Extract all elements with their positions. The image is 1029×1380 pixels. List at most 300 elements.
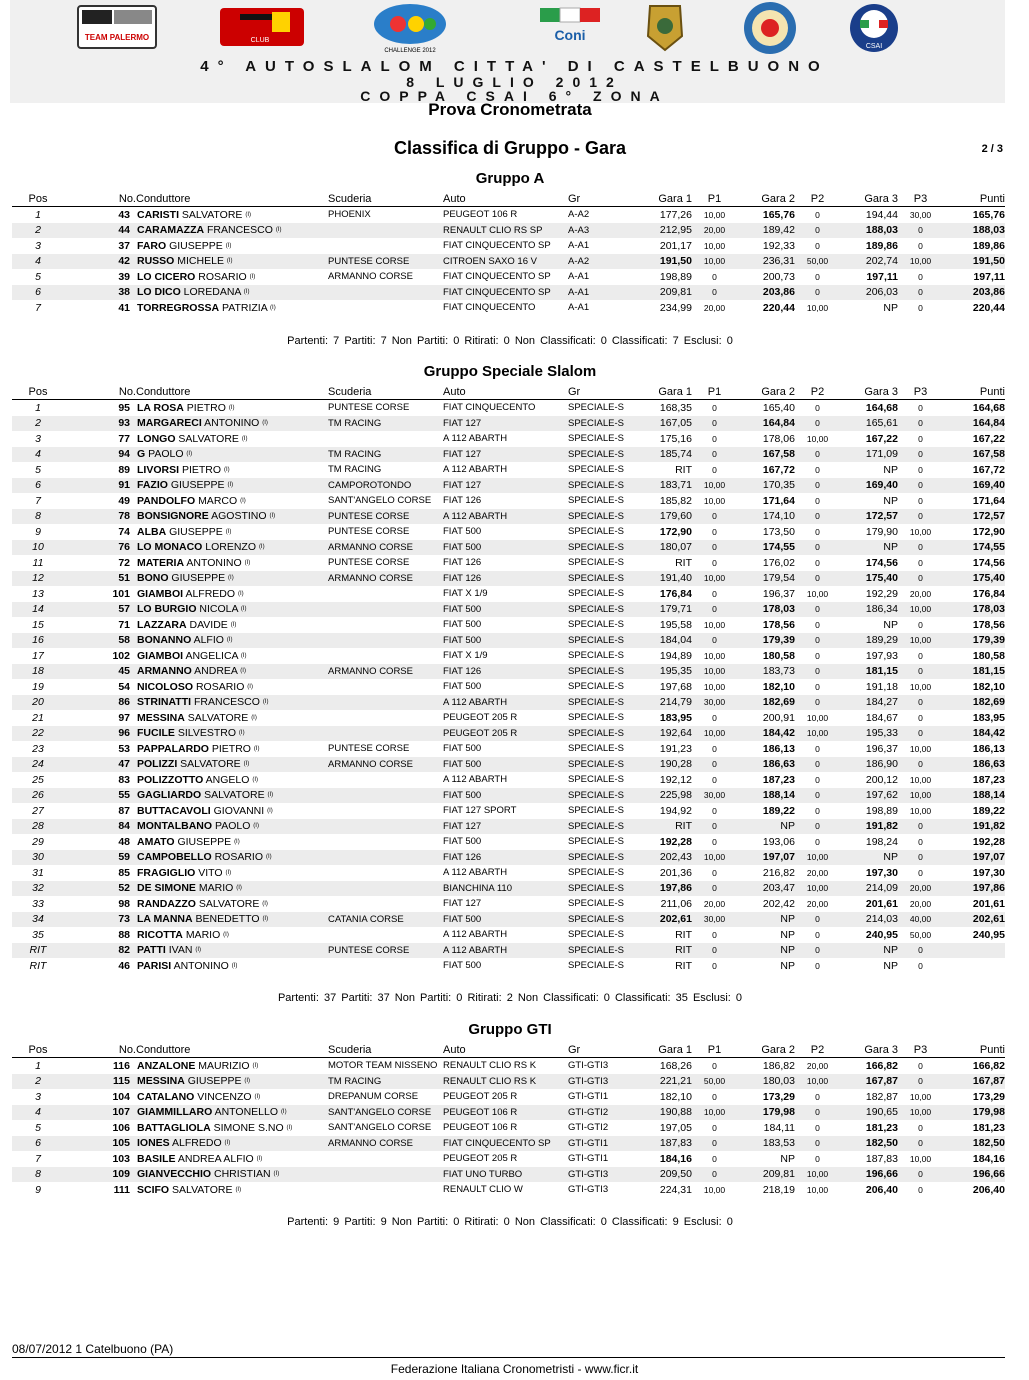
table-row <box>12 238 1005 254</box>
driver-surname: BONANNO <box>137 634 192 647</box>
run3-penalty-cell: 10,00 <box>898 1105 943 1121</box>
run1-time-cell: 195,35 <box>630 664 692 680</box>
driver-surname: CARISTI <box>137 208 179 221</box>
points-cell: 191,82 <box>943 819 1005 835</box>
run3-penalty-cell: 0 <box>918 619 923 630</box>
run2-time-cell: 174,10 <box>737 509 795 525</box>
run1-time-cell: 201,17 <box>659 239 692 252</box>
class-cell: SPECIALE-S <box>568 588 624 600</box>
car-cell: PEUGEOT 205 R <box>443 1153 518 1165</box>
team-cell <box>328 927 443 943</box>
driver-surname: LAZZARA <box>137 618 187 631</box>
table-row <box>12 757 1005 773</box>
race-number-cell: 77 <box>118 432 130 445</box>
nationality-tag: (I) <box>251 714 257 721</box>
run2-time-cell: 216,82 <box>762 866 795 879</box>
nationality-tag: (I) <box>254 1093 261 1100</box>
car-cell: A 112 ABARTH <box>443 695 568 711</box>
team-cell <box>328 896 443 912</box>
run2-time-cell: 167,72 <box>762 463 795 476</box>
run2-penalty-cell: 0 <box>795 757 840 773</box>
nationality-tag: (I) <box>270 304 276 311</box>
position-cell: 4 <box>12 1105 64 1121</box>
nationality-tag: (I) <box>286 1124 293 1131</box>
run1-time-cell: 177,26 <box>659 208 692 221</box>
class-cell: SPECIALE-S <box>568 416 630 432</box>
column-header-p3: P3 <box>898 385 943 400</box>
class-cell: GTI-GTI1 <box>568 1136 630 1152</box>
driver-name: SILVESTRO <box>177 727 236 740</box>
driver-cell <box>136 555 328 571</box>
driver-surname: CAMPOBELLO <box>137 851 212 864</box>
car-cell: FIAT 126 <box>443 495 482 507</box>
svg-text:CHALLENGE 2012: CHALLENGE 2012 <box>384 48 436 54</box>
car-cell: FIAT 127 <box>443 447 568 463</box>
run2-penalty-cell: 0 <box>795 1105 840 1121</box>
run2-penalty-cell: 0 <box>815 402 820 413</box>
class-cell: A-A1 <box>568 285 630 301</box>
run2-time-cell: 200,73 <box>762 270 795 283</box>
position-cell: 10 <box>12 540 64 556</box>
points-cell: 178,56 <box>972 618 1005 631</box>
driver-surname: DE SIMONE <box>137 882 196 895</box>
car-cell: A 112 ABARTH <box>443 774 508 786</box>
run2-time-cell: 183,73 <box>737 664 795 680</box>
race-number-cell: 101 <box>112 587 130 600</box>
run3-time-cell: 165,61 <box>840 416 898 432</box>
driver-name: GIUSEPPE <box>170 479 225 492</box>
points-cell: 173,29 <box>972 1090 1005 1103</box>
run2-penalty-cell: 0 <box>795 943 840 959</box>
nationality-tag: (I) <box>240 606 247 613</box>
run2-penalty-cell: 0 <box>815 681 820 692</box>
run2-time-cell: 182,10 <box>762 680 795 693</box>
class-cell: SPECIALE-S <box>568 819 630 835</box>
team-cell: MOTOR TEAM NISSENO <box>328 1060 438 1072</box>
driver-name: AGOSTINO <box>211 510 267 523</box>
table-row <box>12 1167 1005 1183</box>
nationality-tag: (I) <box>230 621 237 628</box>
team-cell: CATANIA CORSE <box>328 912 443 928</box>
race-number-cell: 73 <box>64 912 136 928</box>
column-header-driver: Conduttore <box>136 192 328 207</box>
car-cell: FIAT 500 <box>443 743 482 755</box>
points-cell: 166,82 <box>972 1059 1005 1072</box>
points-cell: 184,16 <box>972 1152 1005 1165</box>
run1-time-cell: 224,31 <box>659 1183 692 1196</box>
car-cell: FIAT 126 <box>443 850 568 866</box>
driver-name: SALVATORE <box>204 789 265 802</box>
team-cell: ARMANNO CORSE <box>328 757 443 773</box>
table-row <box>12 571 1005 587</box>
run1-time-cell: 209,50 <box>630 1167 692 1183</box>
nationality-tag: (I) <box>236 885 242 892</box>
run3-penalty-cell: 0 <box>898 509 943 525</box>
team-cell: PUNTESE CORSE <box>328 402 410 414</box>
driver-cell <box>136 223 328 239</box>
team-cell: PUNTESE CORSE <box>328 254 443 270</box>
run1-time-cell: RIT <box>675 959 692 972</box>
driver-surname: LIVORSI <box>137 463 180 476</box>
driver-cell <box>136 431 328 447</box>
team-cell: PHOENIX <box>328 209 371 221</box>
nationality-tag: (I) <box>256 1155 263 1162</box>
run1-time-cell: 185,82 <box>659 494 692 507</box>
run2-time-cell: 171,64 <box>762 494 795 507</box>
table-row <box>12 254 1005 270</box>
run2-time-cell: 178,03 <box>737 602 795 618</box>
driver-cell <box>136 958 328 974</box>
driver-cell <box>136 881 328 897</box>
car-cell: BIANCHINA 110 <box>443 881 568 897</box>
run2-penalty-cell: 0 <box>815 1122 820 1133</box>
class-cell: SPECIALE-S <box>568 743 624 755</box>
aci-csai-logo <box>850 4 898 52</box>
run1-penalty-cell: 0 <box>692 602 737 618</box>
run3-time-cell: NP <box>883 959 898 972</box>
team-cell: DREPANUM CORSE <box>328 1091 419 1103</box>
run3-time-cell: 174,56 <box>865 556 898 569</box>
points-cell: 165,76 <box>972 208 1005 221</box>
nationality-tag: (I) <box>252 776 259 783</box>
class-cell: SPECIALE-S <box>568 402 624 414</box>
column-header-team: Scuderia <box>328 1043 443 1058</box>
run2-penalty-cell: 10,00 <box>795 1167 840 1183</box>
run1-time-cell: 172,90 <box>659 525 692 538</box>
driver-cell <box>136 803 328 819</box>
run2-time-cell: 164,84 <box>737 416 795 432</box>
run3-penalty-cell: 10,00 <box>909 774 932 785</box>
class-cell: GTI-GTI3 <box>568 1074 630 1090</box>
run1-penalty-cell: 10,00 <box>703 1184 726 1195</box>
team-cell: TM RACING <box>328 1074 443 1090</box>
race-number-cell: 103 <box>112 1152 130 1165</box>
run1-penalty-cell: 10,00 <box>692 1105 737 1121</box>
driver-cell <box>136 710 328 726</box>
car-cell: A 112 ABARTH <box>443 867 508 879</box>
run2-time-cell: 186,63 <box>737 757 795 773</box>
run1-penalty-cell: 0 <box>692 540 737 556</box>
run2-time-cell: 236,31 <box>737 254 795 270</box>
car-cell: FIAT 127 <box>443 819 568 835</box>
run1-penalty-cell: 0 <box>712 271 717 282</box>
run1-time-cell: RIT <box>630 819 692 835</box>
table-row <box>12 1151 1005 1167</box>
driver-surname: MESSINA <box>137 1075 185 1088</box>
driver-surname: ALBA <box>137 525 167 538</box>
run1-penalty-cell: 10,00 <box>692 664 737 680</box>
table-row <box>12 726 1005 742</box>
run2-time-cell: NP <box>737 912 795 928</box>
driver-surname: AMATO <box>137 835 175 848</box>
driver-cell <box>136 238 328 254</box>
run2-time-cell: NP <box>737 819 795 835</box>
driver-cell <box>136 633 328 649</box>
run1-time-cell: 191,50 <box>630 254 692 270</box>
nationality-tag: (I) <box>227 482 234 489</box>
run2-penalty-cell: 0 <box>815 619 820 630</box>
nationality-tag: (I) <box>249 273 256 280</box>
column-header-pos: Pos <box>12 385 64 400</box>
car-cell: PEUGEOT 205 R <box>443 712 518 724</box>
driver-name: LORENZO <box>205 541 257 554</box>
run3-penalty-cell: 0 <box>918 433 923 444</box>
run2-time-cell: 187,23 <box>762 773 795 786</box>
points-cell: 197,11 <box>973 270 1005 283</box>
points-cell: 192,28 <box>972 835 1005 848</box>
column-header-gara3: Gara 3 <box>840 1043 898 1058</box>
driver-name: GIOVANNI <box>213 804 265 817</box>
run2-time-cell: 193,06 <box>762 835 795 848</box>
run3-penalty-cell: 10,00 <box>909 1153 932 1164</box>
driver-surname: BUTTACAVOLI <box>137 804 211 817</box>
run1-penalty-cell: 30,00 <box>692 788 737 804</box>
class-cell: A-A2 <box>568 254 630 270</box>
position-cell: 6 <box>12 478 64 494</box>
nationality-tag: (I) <box>228 575 234 582</box>
driver-name: IVAN <box>168 944 193 957</box>
column-header-p3: P3 <box>898 192 943 207</box>
run3-time-cell: 182,87 <box>865 1090 898 1103</box>
run1-time-cell: 184,04 <box>630 633 692 649</box>
car-cell: FIAT 500 <box>443 912 568 928</box>
run3-time-cell: 181,15 <box>840 664 898 680</box>
driver-cell <box>136 1089 328 1105</box>
run3-time-cell: 188,03 <box>840 223 898 239</box>
run3-time-cell: 181,23 <box>865 1121 898 1134</box>
driver-name: DAVIDE <box>189 618 228 631</box>
run1-time-cell: 211,06 <box>660 897 692 910</box>
run2-time-cell: 173,29 <box>762 1090 795 1103</box>
run3-penalty-cell: 20,00 <box>909 898 932 909</box>
car-cell: FIAT 500 <box>443 757 568 773</box>
position-cell: 31 <box>32 866 44 879</box>
driver-cell <box>136 462 328 478</box>
run1-time-cell: 202,61 <box>630 912 692 928</box>
run3-penalty-cell: 0 <box>918 402 923 413</box>
run2-penalty-cell: 0 <box>815 650 820 661</box>
run2-time-cell: 184,42 <box>737 726 795 742</box>
footer-date-location: 08/07/2012 1 Catelbuono (PA) <box>12 1342 174 1356</box>
points-cell: 171,64 <box>972 494 1005 507</box>
page-number: 2 / 3 <box>981 143 1003 155</box>
column-header-gara2: Gara 2 <box>737 192 795 207</box>
run3-time-cell: 206,03 <box>840 285 898 301</box>
run2-time-cell: 183,53 <box>737 1136 795 1152</box>
run3-penalty-cell: 0 <box>898 819 943 835</box>
table-row <box>12 741 1005 757</box>
run1-penalty-cell: 0 <box>712 805 717 816</box>
car-cell: FIAT 127 <box>443 416 568 432</box>
run1-penalty-cell: 10,00 <box>692 478 737 494</box>
race-number-cell: 37 <box>118 239 130 252</box>
run1-time-cell: 197,86 <box>630 881 692 897</box>
run3-time-cell: 198,89 <box>865 804 898 817</box>
column-header-pos: Pos <box>12 1043 64 1058</box>
position-cell: 5 <box>35 1121 41 1134</box>
group-title-speciale-slalom: Gruppo Speciale Slalom <box>423 363 597 380</box>
run3-time-cell: 172,57 <box>840 509 898 525</box>
points-cell: 189,86 <box>972 239 1005 252</box>
header-row <box>12 385 1005 400</box>
position-cell: 4 <box>12 254 64 270</box>
run3-penalty-cell: 0 <box>918 836 923 847</box>
class-cell: SPECIALE-S <box>568 960 624 972</box>
run2-time-cell: 165,76 <box>762 208 795 221</box>
group-title-gti: Gruppo GTI <box>468 1021 552 1038</box>
run1-time-cell: 194,89 <box>659 649 692 662</box>
driver-surname: PARISI <box>137 959 172 972</box>
run3-penalty-cell: 10,00 <box>898 602 943 618</box>
class-cell: A-A3 <box>568 223 630 239</box>
points-cell: 186,13 <box>972 742 1005 755</box>
driver-cell <box>136 207 328 223</box>
run3-time-cell: 189,29 <box>840 633 898 649</box>
nationality-tag: (I) <box>262 420 268 427</box>
car-cell: FIAT 500 <box>443 836 482 848</box>
race-number-cell: 51 <box>64 571 136 587</box>
run1-penalty-cell: 10,00 <box>692 254 737 270</box>
run2-time-cell: 186,13 <box>762 742 795 755</box>
results-table-gti <box>12 1043 1005 1198</box>
position-cell: 6 <box>12 285 64 301</box>
run1-penalty-cell: 0 <box>712 836 717 847</box>
sponsor-logos <box>70 2 930 56</box>
position-cell: 35 <box>32 928 44 941</box>
points-cell <box>943 943 1005 959</box>
run2-time-cell: 203,86 <box>737 285 795 301</box>
table-row <box>12 664 1005 680</box>
run1-time-cell: 184,16 <box>659 1152 692 1165</box>
race-number-cell: 107 <box>64 1105 136 1121</box>
driver-cell <box>136 300 328 316</box>
points-cell: 179,39 <box>943 633 1005 649</box>
run3-penalty-cell: 0 <box>898 1136 943 1152</box>
table-row <box>12 958 1005 974</box>
race-number-cell: 95 <box>118 401 130 414</box>
driver-surname: POLIZZI <box>137 758 178 771</box>
svg-text:TEAM PALERMO: TEAM PALERMO <box>84 33 150 42</box>
seal-logo <box>744 2 796 54</box>
run1-time-cell: 198,89 <box>659 270 692 283</box>
class-cell: SPECIALE-S <box>568 633 630 649</box>
position-cell: 6 <box>12 1136 64 1152</box>
table-row <box>12 1182 1005 1198</box>
car-cell: FIAT 500 <box>443 540 568 556</box>
run1-time-cell: 195,58 <box>659 618 692 631</box>
driver-surname: MATERIA <box>137 556 185 569</box>
run3-penalty-cell: 0 <box>918 495 923 506</box>
points-cell: 181,23 <box>972 1121 1005 1134</box>
svg-text:CLUB: CLUB <box>250 37 270 44</box>
run3-penalty-cell: 30,00 <box>909 209 932 220</box>
class-cell: A-A1 <box>568 302 590 314</box>
driver-name: PIETRO <box>211 742 251 755</box>
points-cell: 196,66 <box>943 1167 1005 1183</box>
position-cell: 3 <box>35 1090 41 1103</box>
driver-surname: FAZIO <box>137 479 168 492</box>
team-cell <box>328 238 443 254</box>
position-cell: 8 <box>12 1167 64 1183</box>
nationality-tag: (I) <box>243 289 250 296</box>
car-cell: A 112 ABARTH <box>443 464 508 476</box>
driver-name: SALVATORE <box>181 208 243 221</box>
run3-time-cell: 214,03 <box>840 912 898 928</box>
position-cell: 14 <box>12 602 64 618</box>
position-cell: 12 <box>12 571 64 587</box>
position-cell: 29 <box>32 835 44 848</box>
points-cell: 197,30 <box>972 866 1005 879</box>
car-cell: A 112 ABARTH <box>443 509 568 525</box>
run1-penalty-cell: 0 <box>692 757 737 773</box>
driver-surname: POLIZZOTTO <box>137 773 204 786</box>
run2-penalty-cell: 0 <box>815 929 820 940</box>
race-number-cell: 106 <box>112 1121 130 1134</box>
driver-name: SALVATORE <box>180 758 241 771</box>
run2-penalty-cell: 10,00 <box>806 588 829 599</box>
run1-penalty-cell: 0 <box>712 1091 717 1102</box>
driver-name: MAURIZIO <box>198 1059 250 1072</box>
driver-surname: LO BURGIO <box>137 603 197 616</box>
class-cell: SPECIALE-S <box>568 447 630 463</box>
run3-time-cell: 196,37 <box>865 742 898 755</box>
ferrari-club-logo <box>220 8 304 46</box>
class-cell: SPECIALE-S <box>568 478 630 494</box>
run1-penalty-cell: 0 <box>692 633 737 649</box>
driver-name: ANTONINO <box>204 417 260 430</box>
class-cell: SPECIALE-S <box>568 912 630 928</box>
run3-penalty-cell: 0 <box>918 464 923 475</box>
run1-penalty-cell: 0 <box>712 526 717 537</box>
run2-penalty-cell: 0 <box>795 664 840 680</box>
race-number-cell: 42 <box>64 254 136 270</box>
nationality-tag: (I) <box>238 730 245 737</box>
run1-time-cell: 225,98 <box>630 788 692 804</box>
class-cell: SPECIALE-S <box>568 509 630 525</box>
run2-time-cell: 179,98 <box>737 1105 795 1121</box>
column-header-gr: Gr <box>568 385 630 400</box>
run2-penalty-cell: 0 <box>795 540 840 556</box>
car-cell: FIAT UNO TURBO <box>443 1167 568 1183</box>
run1-penalty-cell: 0 <box>712 588 717 599</box>
column-header-gara3: Gara 3 <box>840 385 898 400</box>
class-cell: SPECIALE-S <box>568 464 624 476</box>
table-row <box>12 555 1005 571</box>
run3-time-cell: 182,50 <box>840 1136 898 1152</box>
driver-surname: NICOLOSO <box>137 680 194 693</box>
race-number-cell: 74 <box>118 525 130 538</box>
points-cell: 182,50 <box>943 1136 1005 1152</box>
class-cell: SPECIALE-S <box>568 929 624 941</box>
run2-penalty-cell: 20,00 <box>806 898 829 909</box>
run3-penalty-cell: 0 <box>898 850 943 866</box>
driver-cell <box>136 524 328 540</box>
run3-penalty-cell: 0 <box>918 650 923 661</box>
position-cell: 2 <box>12 223 64 239</box>
race-number-cell: 105 <box>64 1136 136 1152</box>
team-cell <box>328 803 443 819</box>
race-number-cell: 57 <box>64 602 136 618</box>
points-cell: 187,23 <box>972 773 1005 786</box>
run3-time-cell: 169,40 <box>840 478 898 494</box>
points-cell: 164,84 <box>943 416 1005 432</box>
nationality-tag: (I) <box>234 838 240 845</box>
driver-name: GIUSEPPE <box>187 1075 242 1088</box>
run3-time-cell: NP <box>883 463 898 476</box>
team-cell: ARMANNO CORSE <box>328 271 413 283</box>
driver-name: VITO <box>198 866 223 879</box>
driver-surname: IONES <box>137 1137 170 1150</box>
